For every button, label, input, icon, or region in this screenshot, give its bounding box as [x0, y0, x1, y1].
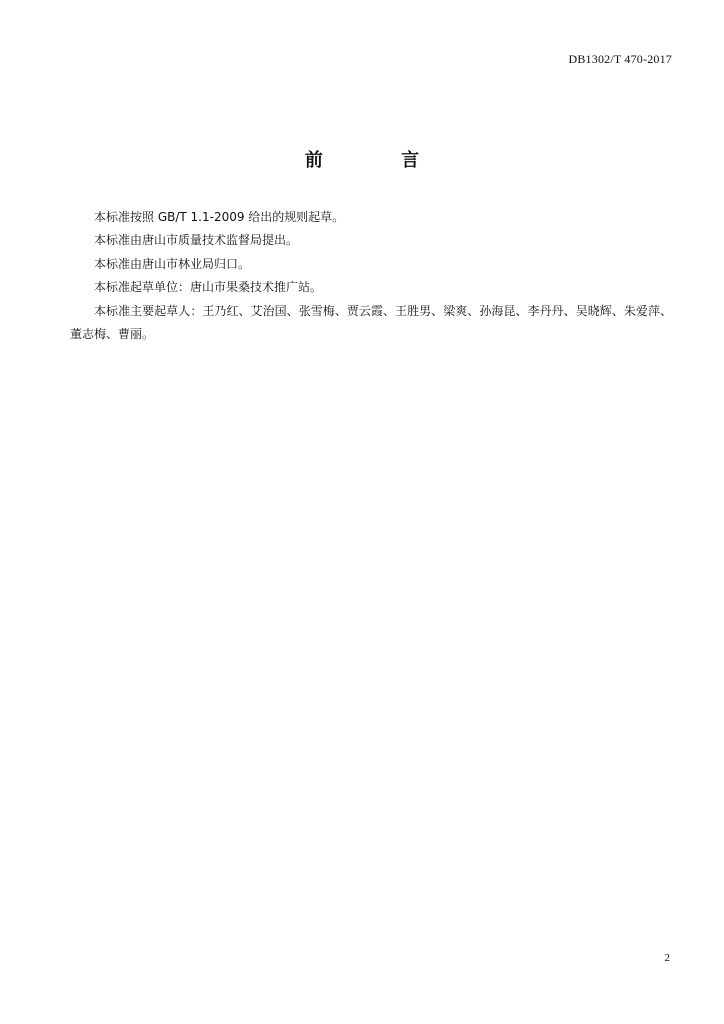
page-number: 2	[664, 952, 670, 964]
foreword-body	[70, 206, 672, 346]
paragraph-drafters: 本标准主要起草人：王乃红、艾治国、张雪梅、贾云霞、王胜男、梁爽、孙海昆、李丹丹、吴晓辉、朱爱萍、董志梅、曹丽。	[70, 303, 672, 342]
paragraph-centralized-unit: 本标准由唐山市林业局归口。	[94, 256, 251, 271]
header-divider	[68, 72, 672, 73]
paragraph-drafting-unit: 本标准起草单位：唐山市果桑技术推广站。	[94, 280, 323, 295]
paragraph-drafting-rules: 本标准按照 GB/T 1.1-2009 给出的规则起草。	[94, 210, 345, 224]
section-title: 前 言	[304, 150, 456, 171]
standard-code: DB1302/T 470-2017	[568, 52, 672, 66]
paragraph-proposer: 本标准由唐山市质量技术监督局提出。	[94, 233, 299, 248]
